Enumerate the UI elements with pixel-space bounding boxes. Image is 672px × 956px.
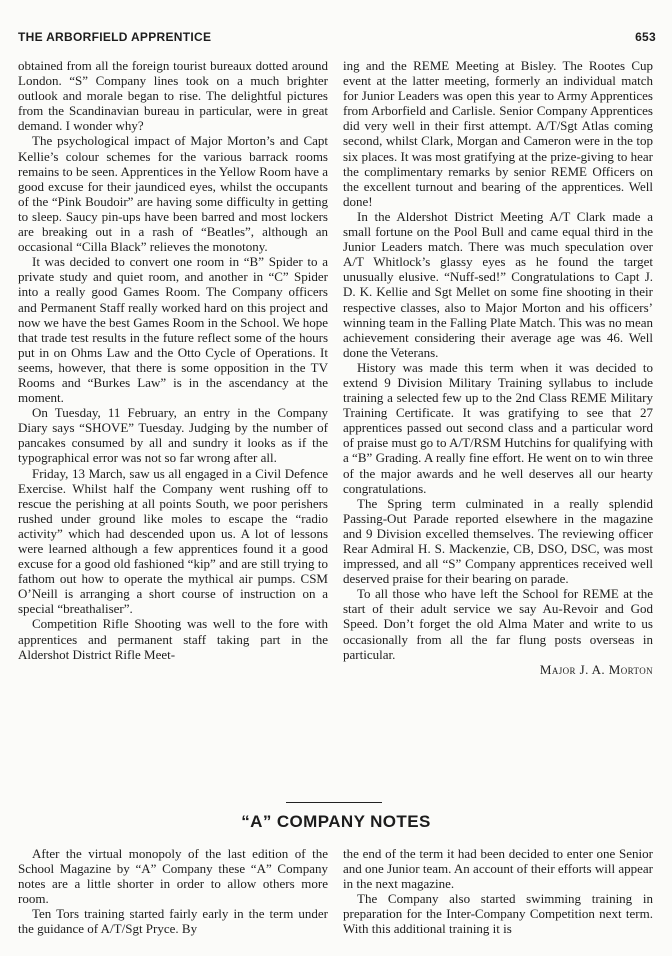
page-number: 653 (635, 30, 656, 44)
paragraph: Friday, 13 March, saw us all engaged in a Civil Defence Exercise. Whilst half the Company went rushing off to rescue the perishing at all points South, we poor perishers rushed under ground like moles to escape the “radio activity” which had descended upon us. A lot of lessons were learned although a few apprentices found it a good excuse for a good old fashioned “kip” and are still trying to fathom out how to operate the mythical air pumps. CSM O’Neill is arranging a short course of instruction on a special “breathaliser”. (18, 465, 328, 617)
paragraph: On Tuesday, 11 February, an entry in the Company Diary says “SHOVE” Tuesday. Judging by the number of pancakes consumed by all and sundry it looks as if the typographical error was not so far wrong after all. (18, 405, 328, 466)
paragraph: Ten Tors training started fairly early in the term under the guidance of A/T/Sgt Pryce. By (18, 906, 328, 937)
paragraph: In the Aldershot District Meeting A/T Clark made a small fortune on the Pool Bull and came equal third in the Junior Leaders match. There was much speculation over A/T Whitlock’s glassy eyes as he found the target unusually elusive. “Nuff-sed!” Congratulations to Capt J. D. K. Kellie and Sgt Mellet on some fine shooting in their respective classes, also to Major Morton and his officers’ winning team in the Falling Plate Match. This was no mean achievement considering their average age was 46. Well done the Veterans. (343, 208, 653, 360)
publication-title: THE ARBORFIELD APPRENTICE (18, 30, 212, 44)
paragraph: ing and the REME Meeting at Bisley. The Rootes Cup event at the latter meeting, formerly an individual match for Junior Leaders was open this year to Army Apprentices from Arborfield and Carlisle. Senior Company Apprentices did very well in their first attempt. A/T/Sgt Atlas coming second, whilst Clark, Morgan and Cameron were in the top six places. It was most gratifying at the prize-giving to hear the complimentary remarks by senior REME Officers on the excellent turnout and bearing of the apprentices. Well done! (343, 58, 653, 209)
section-heading: “A” COMPANY NOTES (241, 812, 431, 831)
running-header (18, 30, 656, 44)
paragraph: After the virtual monopoly of the last edition of the School Magazine by “A” Company these “A” Company notes are a little shorter in order to allow others more room. (18, 846, 328, 907)
a-company-right-column (343, 846, 653, 937)
paragraph: It was decided to convert one room in “B” Spider to a private study and quiet room, and another in “C” Spider into a really good Games Room. The Company officers and Permanent Staff really worked hard on this project and now we have the best Games Room in the School. We hope that trade test results in the future reflect some of the hours put in on Ohms Law and the Otto Cycle of Operations. It seems, however, that there is some opposition in the TV Rooms and “Burkes Law” is in the ascendancy at the moment. (18, 254, 328, 406)
paragraph: The Company also started swimming training in preparation for the Inter-Company Competition next term. With this additional training it is (343, 891, 653, 937)
paragraph: obtained from all the foreign tourist bureaux dotted around London. “S” Company lines took on a much brighter outlook and morale began to rise. The delightful pictures from the Scandinavian bureau in particular, were in great demand. I wonder why? (18, 58, 328, 134)
a-company-left-column (18, 846, 328, 937)
section-divider (286, 802, 382, 803)
author-signature: Major J. A. Morton (539, 661, 653, 677)
paragraph: The psychological impact of Major Morton’s and Capt Kellie’s colour schemes for the various barrack rooms remains to be seen. Apprentices in the Yellow Room have a good excuse for their jaundiced eyes, whilst the occupants of the “Pink Boudoir” are having some difficulty in getting to sleep. Saucy pin-ups have been barred and most lockers are breaking out in a rash of “Beatles”, although an occasional “Cilla Black” relieves the monotony. (18, 133, 328, 255)
paragraph: To all those who have left the School for REME at the start of their adult service we say Au-Revoir and God Speed. Don’t forget the old Alma Mater and write to us occasionally from all the far flung posts overseas in particular. (343, 586, 653, 662)
paragraph: History was made this term when it was decided to extend 9 Division Military Training syllabus to include training a selected few up to the 2nd Class REME Military Training Certificate. It was gratifying to see that 27 apprentices passed out second class and a particular word of praise must go to A/T/RSM Hutchins for qualifying with a “B” Grading. A really fine effort. He went on to win three of the major awards and he well deserves all our hearty congratulations. (343, 359, 653, 496)
paragraph: the end of the term it had been decided to enter one Senior and one Junior team. An account of their efforts will appear in the next magazine. (343, 846, 653, 892)
paragraph: Competition Rifle Shooting was well to the fore with apprentices and permanent staff taking part in the Aldershot District Rifle Meet- (18, 616, 328, 662)
s-company-left-column (18, 58, 328, 662)
s-company-right-column (343, 58, 653, 677)
paragraph: The Spring term culminated in a really splendid Passing-Out Parade reported elsewhere in the magazine and 9 Division excelled themselves. The reviewing officer Rear Admiral H. S. Mackenzie, CB, DSO, DSC, was most impressed, and all “S” Company apprentices received well deserved praise for their bearing on parade. (343, 495, 653, 587)
